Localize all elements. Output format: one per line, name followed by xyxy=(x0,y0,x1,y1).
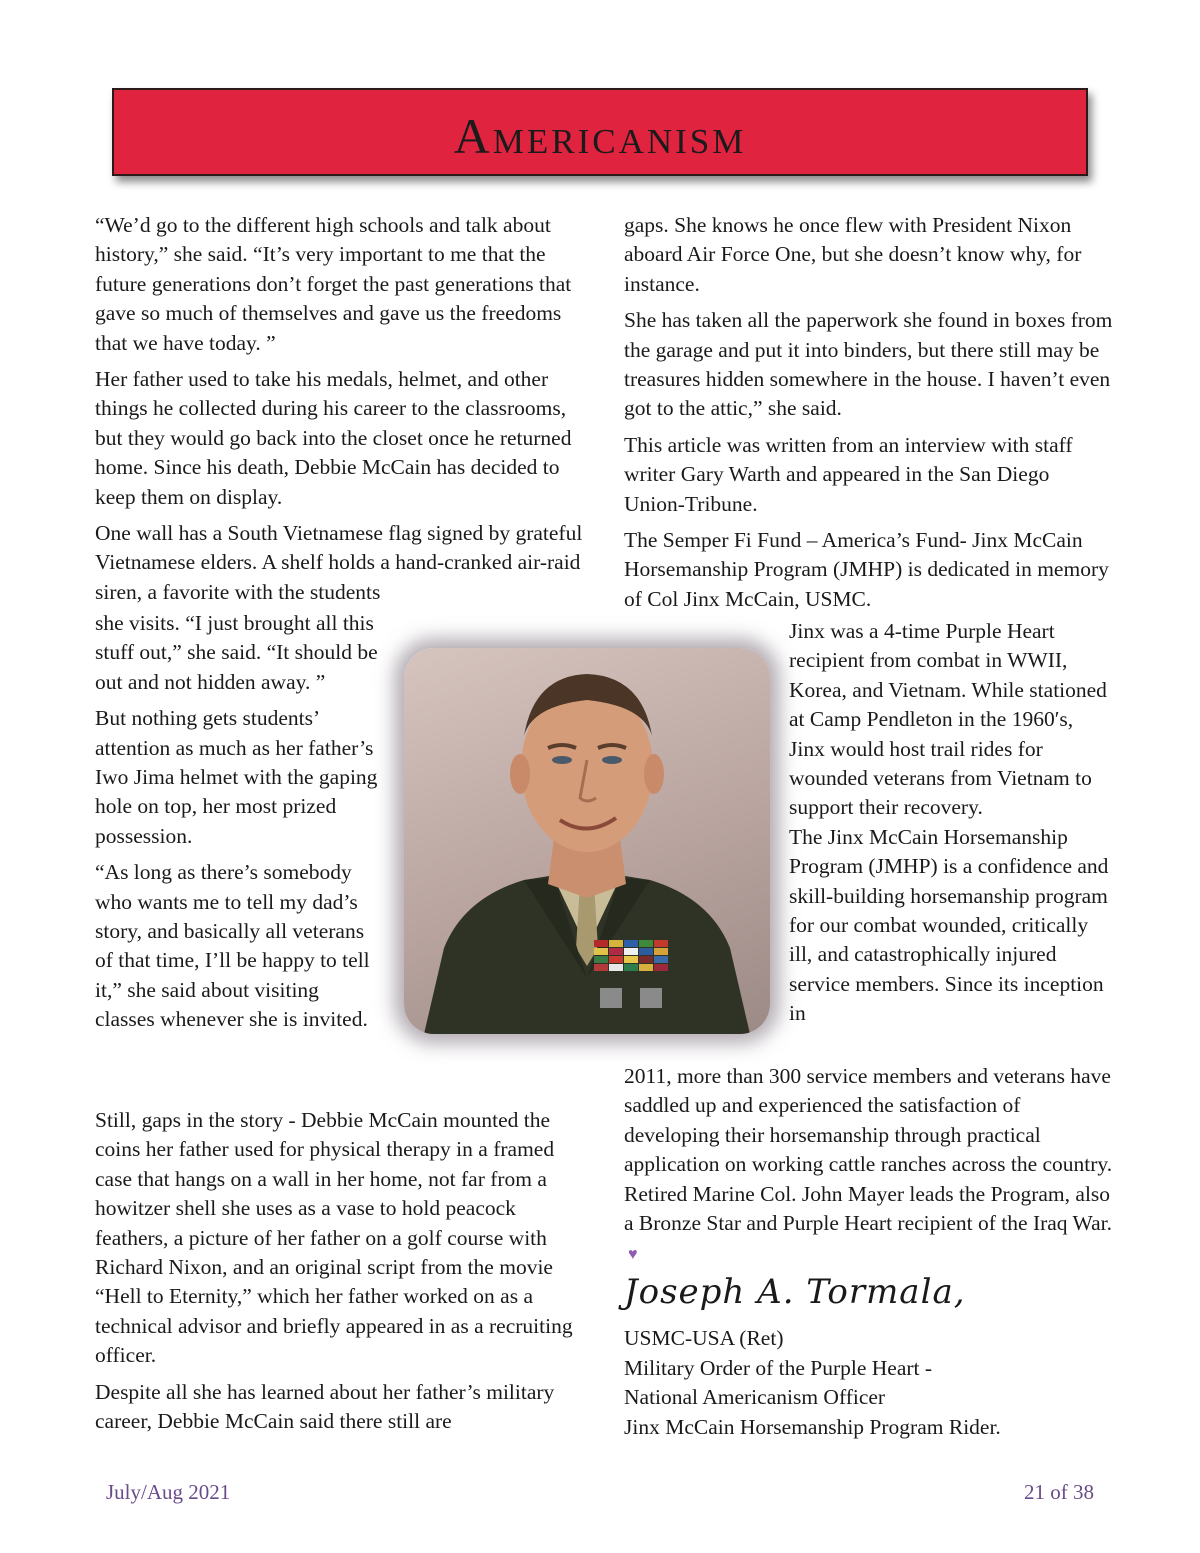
paragraph: But nothing gets students’ attention as much as her father’s Iwo Jima helmet with the gaping hole on top, her most prized possession. xyxy=(95,706,378,848)
left-column-wrap xyxy=(95,609,380,1042)
section-banner xyxy=(112,88,1088,176)
portrait-illustration xyxy=(404,648,770,1034)
paragraph: she visits. “I just brought all this stuff out,” she said. “It should be out and not hidden away. ” xyxy=(95,611,378,694)
paragraph: “As long as there’s somebody who wants me to tell my dad’s story, and basically all veterans of that time, I’ll be happy to tell it,” she said about visiting classes whenever she is invited. xyxy=(95,860,370,1032)
footer-issue-date: July/Aug 2021 xyxy=(106,1480,231,1504)
credit-line: National Americanism Officer xyxy=(624,1385,886,1410)
right-column-bottom xyxy=(624,1062,1114,1277)
paragraph: gaps. She knows he once flew with President Nixon aboard Air Force One, but she doesn’t know why, for instance. xyxy=(624,213,1082,296)
paragraph: She has taken all the paperwork she found in boxes from the garage and put it into binders, but there still may be treasures hidden somewhere in the house. I haven’t even got to the attic,” she said. xyxy=(624,308,1113,421)
author-credits xyxy=(624,1324,1001,1442)
credit-line: USMC-USA (Ret) xyxy=(624,1326,784,1350)
paragraph: The Jinx McCain Horsemanship Program (JMHP) is a confidence and skill-building horsemanship program for our combat wounded, critically ill, and catastrophically injured service members. Since its inception in xyxy=(789,824,1109,1026)
paragraph xyxy=(624,1062,1114,1270)
right-column-top xyxy=(624,211,1114,621)
paragraph: Despite all she has learned about her father’s military career, Debbie McCain said there still are xyxy=(95,1379,555,1434)
section-title: Americanism xyxy=(453,108,747,164)
paragraph: “We’d go to the different high schools and talk about history,” she said. “It’s very important to me that the future generations don’t forget the past generations that gave so much of themselves and gave us the freedoms that we have today. ” xyxy=(95,213,572,355)
left-column-bottom xyxy=(95,1106,585,1443)
paragraph: Her father used to take his medals, helmet, and other things he collected during his career to the classrooms, but they would go back into the closet once he returned home. Since his death, Debbie McCain has decided to keep them on display. xyxy=(95,367,572,509)
paragraph: The Semper Fi Fund – America’s Fund- Jinx McCain Horsemanship Program (JMHP) is dedicated in memory of Col Jinx McCain, USMC. xyxy=(624,528,1109,611)
footer-page-number: 21 of 38 xyxy=(1024,1480,1094,1504)
portrait-photo xyxy=(404,648,770,1034)
right-column-wrap xyxy=(789,617,1114,1036)
paragraph: This article was written from an interview with staff writer Gary Warth and appeared in the San Diego Union-Tribune. xyxy=(624,432,1073,516)
credit-line: Military Order of the Purple Heart - xyxy=(624,1355,933,1380)
paragraph: Jinx was a 4-time Purple Heart recipient from combat in WWII, Korea, and Vietnam. While stationed at Camp Pendleton in the 1960′s, Jinx would host trail rides for wounded veterans from Vietnam to support their recovery. xyxy=(789,619,1107,820)
left-column-top xyxy=(95,211,585,614)
credit-line: Jinx McCain Horsemanship Program Rider. xyxy=(624,1414,1001,1439)
paragraph: One wall has a South Vietnamese flag signed by grateful Vietnamese elders. A shelf holds a hand-cranked air-raid siren, a favorite with the students xyxy=(95,521,583,604)
paragraph-text: 2011, more than 300 service members and veterans have saddled up and experienced the satisfaction of developing their horsemanship through practical application on working cattle ranches across the country. Retired Marine Col. John Mayer leads the Program, also a Bronze Star and Purple Heart recipient of the Iraq War. xyxy=(624,1064,1113,1236)
heart-icon: ♥ xyxy=(628,1246,638,1264)
author-signature: Joseph A. Tormala, xyxy=(624,1272,966,1312)
paragraph: Still, gaps in the story - Debbie McCain mounted the coins her father used for physical therapy in a framed case that hangs on a wall in her home, not far from a howitzer shell she uses as a vase to hold peacock feathers, a picture of her father on a golf course with Richard Nixon, and an original script from the movie “Hell to Eternity,” which her father worked on as a technical advisor and briefly appeared in as a recruiting officer. xyxy=(95,1108,573,1368)
